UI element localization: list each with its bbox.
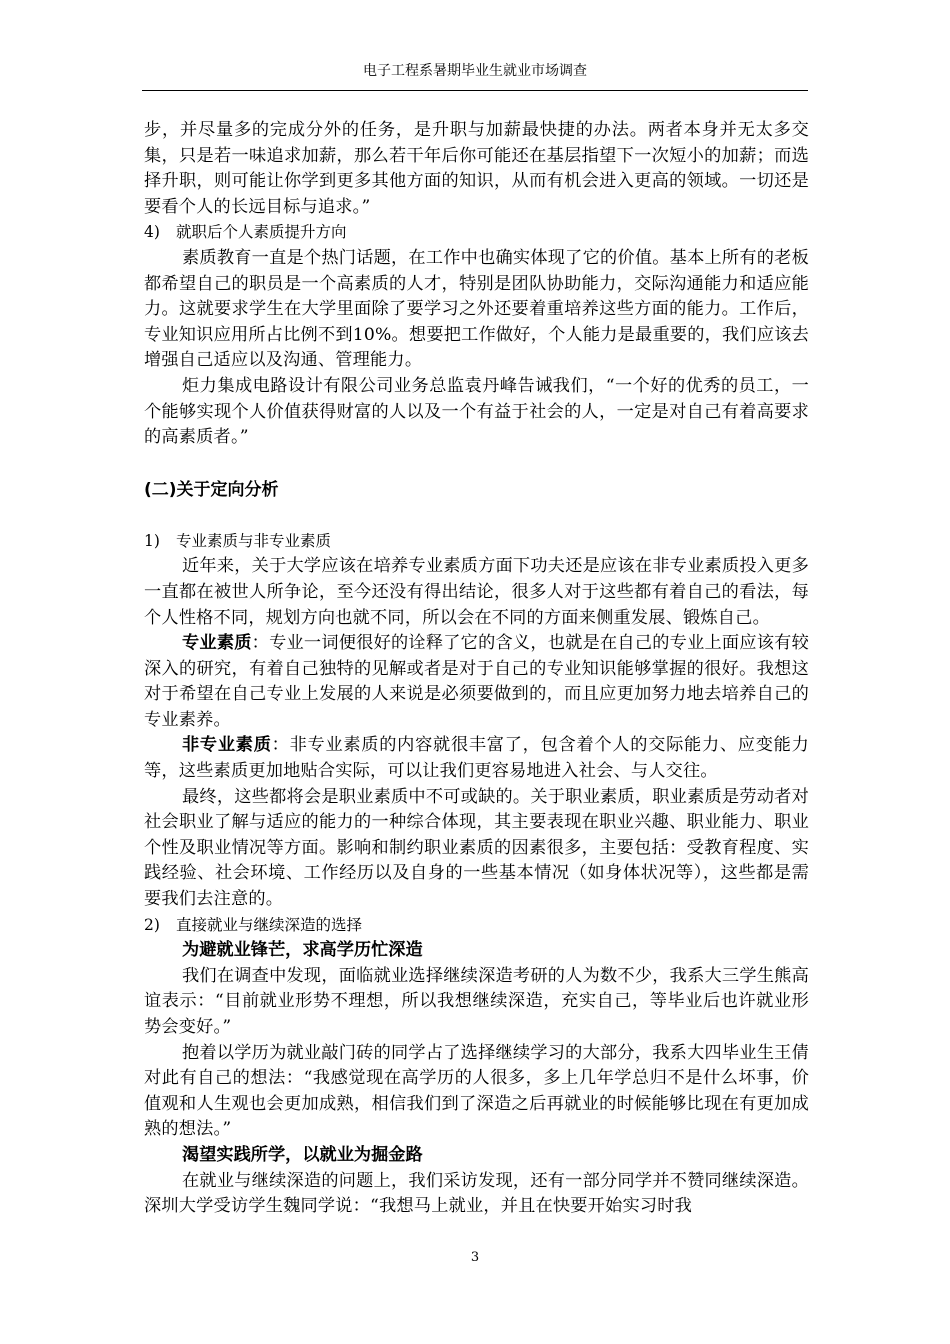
term-definition: ：非专业素质的内容就很丰富了，包含着个人的交际能力、应变能力等，这些素质更加地贴合实际，可以让我们更容易地进入社会、与人交往。	[144, 735, 809, 782]
list-item-number: 4)	[144, 223, 160, 242]
list-item-2	[144, 913, 809, 939]
subheading-further-study: 为避就业锋芒，求高学历忙深造	[182, 940, 423, 961]
section-heading: (二)关于定向分析	[144, 479, 279, 500]
list-item-1	[144, 529, 809, 555]
list-item-number: 2)	[144, 915, 160, 934]
header-rule	[142, 90, 808, 91]
paragraph-finally: 最终，这些都将会是职业素质中不可或缺的。关于职业素质，职业素质是劳动者对社会职业了解与适应的能力的一种综合体现，其主要表现在职业兴趣、职业能力、职业个性及职业情况等方面。影响和制约职业素质的因素很多，主要包括：受教育程度、实践经验、社会环境、工作经历以及自身的一些基本情况（如身体状况等），这些都是需要我们去注意的。	[144, 786, 809, 910]
term-bold: 专业素质	[182, 633, 252, 654]
term-definition: ：专业一词便很好的诠释了它的含义，也就是在自己的专业上面应该有较深入的研究，有着自己独特的见解或者是对于自己的专业知识能够掌握的很好。我想这对于希望在自己专业上发展的人来说是必须要做到的，而且应更加努力地去培养自己的专业素养。	[144, 633, 809, 730]
list-item-text: 就职后个人素质提升方向	[176, 223, 347, 242]
spacer	[144, 451, 809, 477]
term-bold: 非专业素质	[182, 735, 272, 756]
paragraph-recent-years: 近年来，关于大学应该在培养专业素质方面下功夫还是应该在非专业素质投入更多一直都在被世人所争论，至今还没有得出结论，很多人对于这些都有着自己的看法，每个人性格不同，规划方向也就不同，所以会在不同的方面来侧重发展、锻炼自己。	[144, 556, 809, 628]
paragraph-quality-education: 素质教育一直是个热门话题，在工作中也确实体现了它的价值。基本上所有的老板都希望自己的职员是一个高素质的人才，特别是团队协助能力，交际沟通能力和适应能力。这就要求学生在大学里面除了要学习之外还要着重培养这些方面的能力。工作后，专业知识应用所占比例不到10%。想要把工作做好，个人能力是最重要的，我们应该去增强自己适应以及沟通、管理能力。	[144, 247, 809, 371]
list-item-text: 专业素质与非专业素质	[176, 531, 332, 550]
paragraph-continued: 步，并尽量多的完成分外的任务，是升职与加薪最快捷的办法。两者本身并无太多交集，只是若一味追求加薪，那么若干年后你可能还在基层指望下一次短小的加薪；而选择升职，则可能让你学到更多其他方面的知识，从而有机会进入更高的领域。一切还是要看个人的长远目标与追求。”	[144, 120, 809, 217]
paragraph-non-professional-quality	[144, 733, 809, 784]
list-item-number: 1)	[144, 531, 160, 550]
paragraph-employment-question: 在就业与继续深造的问题上，我们采访发现，还有一部分同学并不赞同继续深造。深圳大学受访学生魏同学说：“我想马上就业，并且在快要开始实习时我	[144, 1170, 809, 1217]
paragraph-professional-quality	[144, 631, 809, 733]
document-body	[144, 118, 809, 1220]
subheading-practice: 渴望实践所学，以就业为掘金路	[182, 1144, 423, 1165]
page-number: 3	[470, 1250, 480, 1265]
paragraph-quote-yuan: 炬力集成电路设计有限公司业务总监袁丹峰告诫我们，“一个好的优秀的员工，一个能够实现个人价值获得财富的人以及一个有益于社会的人，一定是对自己有着高要求的高素质者。”	[144, 375, 809, 448]
page-header: 电子工程系暑期毕业生就业市场调查	[363, 63, 587, 79]
paragraph-survey-found: 我们在调查中发现，面临就业选择继续深造考研的人为数不少，我系大三学生熊高谊表示：“目前就业形势不理想，所以我想继续深造，充实自己，等毕业后也许就业形势会变好。”	[144, 965, 809, 1037]
spacer	[144, 503, 809, 529]
paragraph-degree-stepping-stone: 抱着以学历为就业敲门砖的同学占了选择继续学习的大部分，我系大四毕业生王倩对此有自己的想法：“我感觉现在高学历的人很多，多上几年学总归不是什么坏事，价值观和人生观也会更加成熟，相信我们到了深造之后再就业的时候能够比现在有更加成熟的想法。”	[144, 1042, 809, 1140]
list-item-4	[144, 220, 809, 246]
list-item-text: 直接就业与继续深造的选择	[176, 915, 363, 934]
